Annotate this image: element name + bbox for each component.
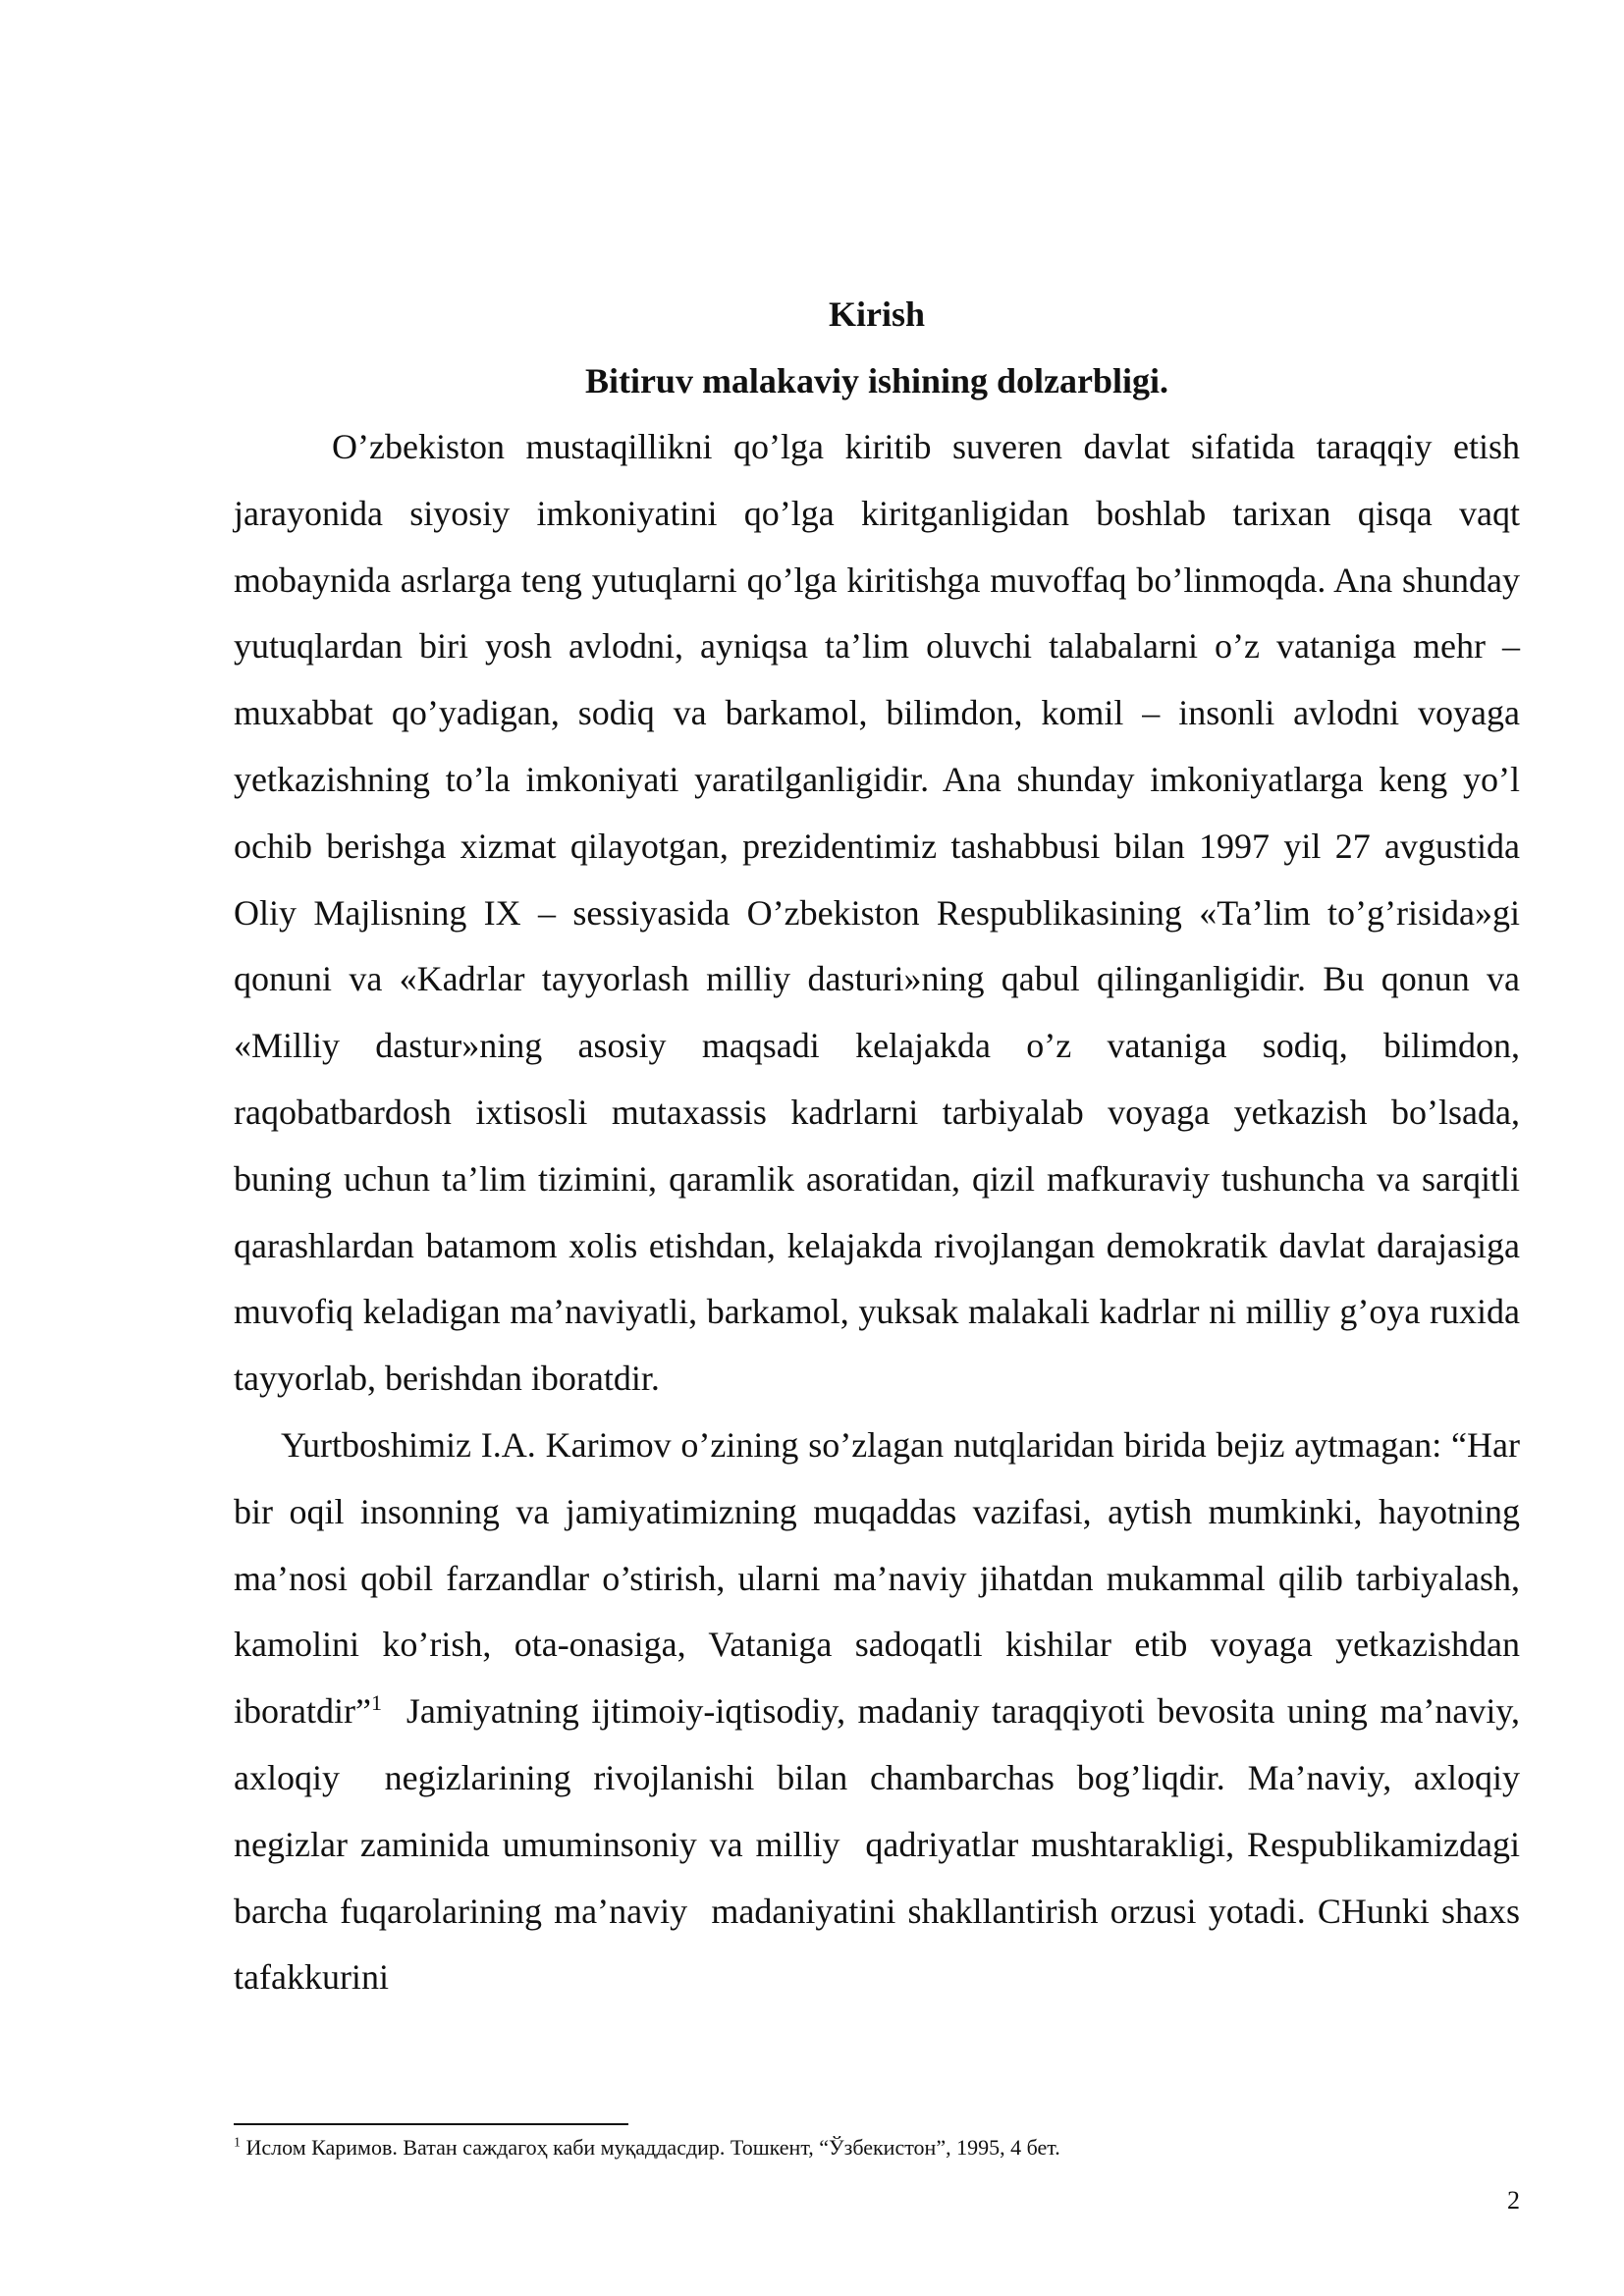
paragraph-2-text-end: Jamiyatning ijtimoiy-iqtisodiy, madaniy taraqqiyoti bevosita uning ma’naviy, axloqiy negizlarining rivojlanishi bilan chambarchas bog’liqdir. Ma’naviy, axloqiy negizlar zaminida umuminsoniy va milliy qadriyatlar mushtarakligi, Respublikamizdagi barcha fuqarolarining ma’naviy madaniyatini shakllantirish orzusi yotadi. CHunki shaxs tafakkurini	[234, 1691, 1529, 1998]
footnote-separator	[234, 2123, 628, 2125]
footnote-text: Ислом Каримов. Ватан саждагоҳ каби муқаддасдир. Тошкент, “Ўзбекистон”, 1995, 4 бет.	[241, 2135, 1060, 2160]
section-subtitle: Bitiruv malakaviy ishining dolzarbligi.	[584, 361, 1169, 400]
footnote-reference[interactable]: 1	[370, 1690, 382, 1716]
paragraph-1: O’zbekiston mustaqillikni qo’lga kiritib suveren davlat sifatida taraqqiy etish jarayonida siyosiy imkoniyatini qo’lga kiritganligidan boshlab tarixan qisqa vaqt mobaynida asrlarga teng yutuqlarni qo’lga kiritishga muvoffaq bo’linmoqda. Ana shunday yutuqlardan biri yosh avlodni, ayniqsa ta’lim oluvchi talabalarni o’z vataniga mehr – muxabbat qo’yadigan, sodiq va barkamol, bilimdon, komil – insonli avlodni voyaga yetkazishning to’la imkoniyati yaratilganligidir. Ana shunday imkoniyatlarga keng yo’l ochib berishga xizmat qilayotgan, prezidentimiz tashabbusi bilan 1997 yil 27 avgustida Oliy Majlisning IX – sessiyasida O’zbekiston Respublikasining «Ta’lim to’g’risida»gi qonuni va «Kadrlar tayyorlash milliy dasturi»ning qabul qilinganligidir. Bu qonun va «Milliy dastur»ning asosiy maqsadi kelajakda o’z vataniga sodiq, bilimdon, raqobatbardosh ixtisosli mutaxassis kadrlarni tarbiyalab voyaga yetkazish bo’lsada, buning uchun ta’lim tizimini, qaramlik asoratidan, qizil mafkuraviy tushuncha va sarqitli qarashlardan batamom xolis etishdan, kelajakda rivojlangan demokratik davlat darajasiga muvofiq keladigan ma’naviyatli, barkamol, yuksak malakali kadrlar ni milliy g’oya ruxida tayyorlab, berishdan iboratdir.	[234, 427, 1520, 1399]
body-text	[234, 281, 1529, 2011]
page-number: 2	[1507, 2186, 1520, 2215]
paragraph-2-text-start: Yurtboshimiz I.A. Karimov o’zining so’zlagan nutqlaridan birida bejiz aytmagan: “Har bir oqil insonning va jamiyatimizning muqaddas vazifasi, aytish mumkinki, hayotning ma’nosi qobil farzandlar o’stirish, ularni ma’naviy jihatdan mukammal qilib tarbiyalash, kamolini ko’rish, ota-onasiga, Vataniga sadoqatli kishilar etib voyaga yetkazishdan iboratdir”	[234, 1424, 1520, 1732]
section-title: Kirish	[828, 294, 925, 334]
footnote-marker: 1	[234, 2135, 241, 2151]
paragraph-2	[234, 1413, 1529, 2011]
footnote	[234, 2132, 1520, 2163]
